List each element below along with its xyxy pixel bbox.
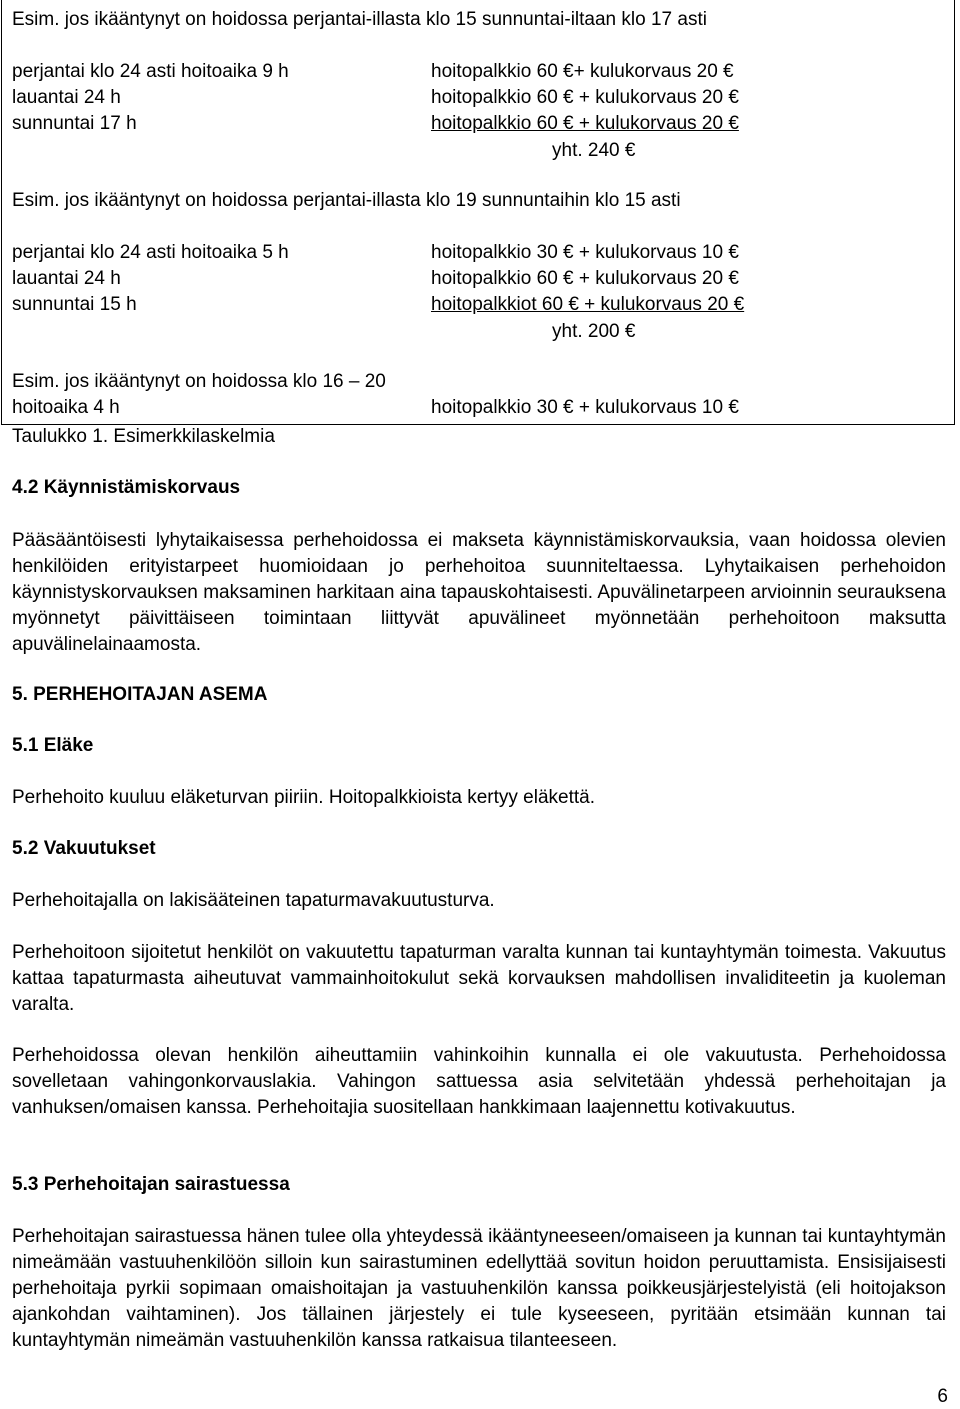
section-5-2-paragraph-3: Perhehoidossa olevan henkilön aiheuttamiin vahinkoihin kunnalla ei ole vakuutusta. Perhehoidossa sovelletaan vahingonkorvauslakia. Vahingon sattuessa asia selvitetään yhdessä perhehoitajan ja vanhuksen/omaisen kanssa. Perhehoitajia suositellaan hankkimaan laajennettu kotivakuutus. (12, 1045, 946, 1118)
example2-row2-fee: hoitopalkkio 60 € + kulukorvaus 20 € (431, 268, 739, 289)
example3-title: Esim. jos ikääntynyt on hoidossa klo 16 – 20 (12, 371, 386, 392)
example1-row3-day: sunnuntai 17 h (12, 113, 137, 134)
section-5-2-heading: 5.2 Vakuutukset (12, 838, 156, 859)
example1-total: yht. 240 € (552, 140, 636, 161)
section-4-2-heading: 4.2 Käynnistämiskorvaus (12, 477, 241, 498)
section-5-1-heading: 5.1 Eläke (12, 735, 94, 756)
page-number: 6 (937, 1386, 948, 1407)
section-5-2-paragraph-1: Perhehoitajalla on lakisääteinen tapaturmavakuutusturva. (12, 890, 495, 911)
section-5-3-paragraph: Perhehoitajan sairastuessa hänen tulee olla yhteydessä ikääntyneeseen/omaiseen ja kunnan tai kuntayhtymän nimeämään vastuuhenkilöön silloin kun sairastuminen edellyttää sovitun hoidon peruuttamista. Ensisijaisesti perhehoitaja pyrkii sopimaan omaishoitajan ja vastuuhenkilön kanssa poikkeusjärjestelyistä (eli hoitojakson ajankohdan vaihtaminen). Jos tällainen järjestely ei tule kyseeseen, pyritään etsimään kunnan tai kuntayhtymän nimeämän vastuuhenkilön kanssa ratkaisua tilanteeseen. (12, 1226, 946, 1351)
example2-total: yht. 200 € (552, 321, 636, 342)
section-5-2-paragraph-2: Perhehoitoon sijoitetut henkilöt on vakuutettu tapaturman varalta kunnan tai kuntayhtymän toimesta. Vakuutus kattaa tapaturmasta aiheutuvat vammainhoitokulut sekä korvauksen mahdollisen invaliditeetin ja kuoleman varalta. (12, 942, 946, 1015)
example3-fee: hoitopalkkio 30 € + kulukorvaus 10 € (431, 397, 739, 418)
table-caption: Taulukko 1. Esimerkkilaskelmia (12, 426, 275, 447)
example2-row1-day: perjantai klo 24 asti hoitoaika 5 h (12, 242, 289, 263)
section-4-2-paragraph: Pääsääntöisesti lyhytaikaisessa perhehoidossa ei makseta käynnistämiskorvauksia, vaan hoidossa olevien henkilöiden erityistarpeet huomioidaan jo perhehoitoa suunniteltaessa. Lyhytaikaisen perhehoidon käynnistyskorvauksen maksaminen harkitaan aina tapauskohtaisesti. Apuvälinetarpeen arvioinnin seurauksena myönnetyt päivittäiseen toimintaan liittyvät apuvälineet myönnetään perhehoitoon maksutta apuvälinelainaamosta. (12, 530, 946, 655)
example3-day: hoitoaika 4 h (12, 397, 120, 418)
example1-row2-fee: hoitopalkkio 60 € + kulukorvaus 20 € (431, 87, 739, 108)
example2-row1-fee: hoitopalkkio 30 € + kulukorvaus 10 € (431, 242, 739, 263)
example2-row2-day: lauantai 24 h (12, 268, 121, 289)
section-5-heading: 5. PERHEHOITAJAN ASEMA (12, 684, 268, 705)
section-5-1-paragraph: Perhehoito kuuluu eläketurvan piiriin. Hoitopalkkioista kertyy eläkettä. (12, 787, 595, 808)
example1-row2-day: lauantai 24 h (12, 87, 121, 108)
example1-row1-day: perjantai klo 24 asti hoitoaika 9 h (12, 61, 289, 82)
section-5-3-heading: 5.3 Perhehoitajan sairastuessa (12, 1174, 290, 1195)
example1-title: Esim. jos ikääntynyt on hoidossa perjantai-illasta klo 15 sunnuntai-iltaan klo 17 asti (12, 9, 707, 30)
example2-row3-day: sunnuntai 15 h (12, 294, 137, 315)
example2-title: Esim. jos ikääntynyt on hoidossa perjantai-illasta klo 19 sunnuntaihin klo 15 asti (12, 190, 681, 211)
example1-row1-fee: hoitopalkkio 60 €+ kulukorvaus 20 € (431, 61, 734, 82)
example2-row3-fee: hoitopalkkiot 60 € + kulukorvaus 20 € (431, 294, 745, 315)
example1-row3-fee: hoitopalkkio 60 € + kulukorvaus 20 € (431, 113, 739, 134)
